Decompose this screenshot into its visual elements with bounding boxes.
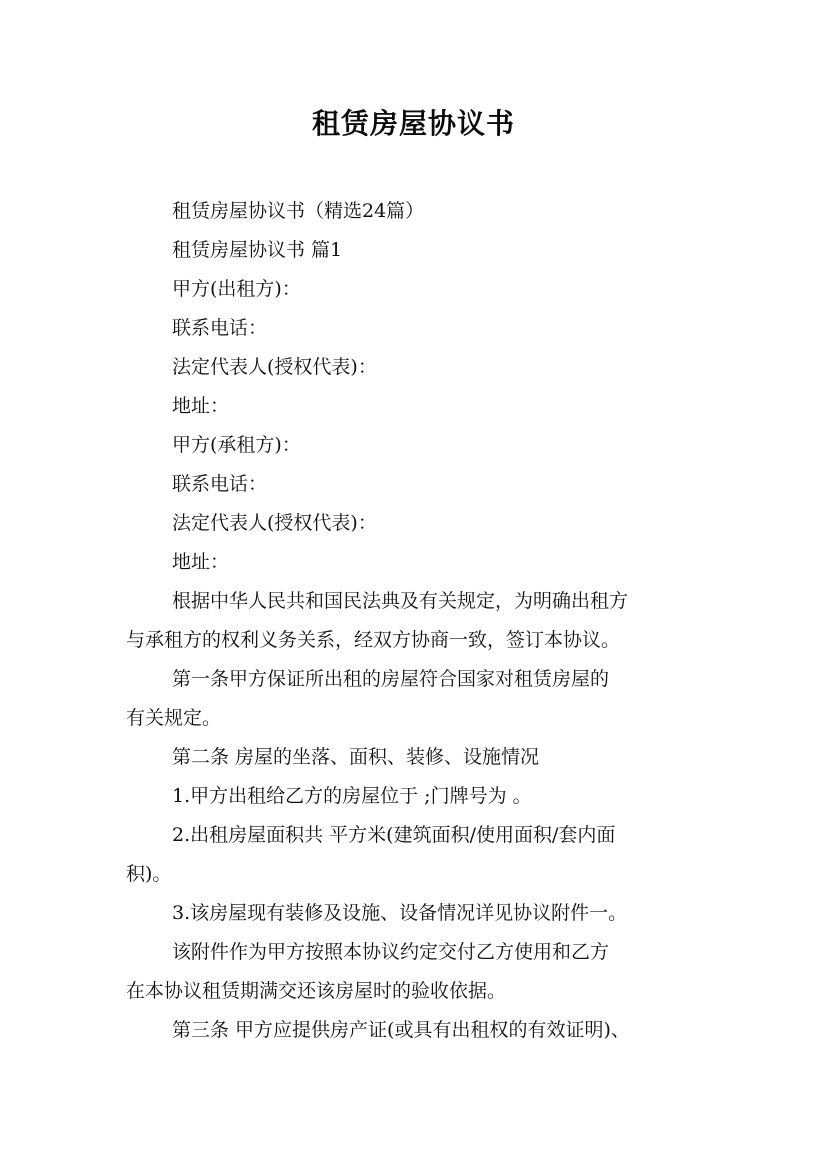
party-a-address-label: 地址： <box>172 395 230 417</box>
document-title: 租赁房屋协议书 <box>311 107 515 140</box>
paragraph-line: 该附件作为甲方按照本协议约定交付乙方使用和乙方 <box>172 941 610 963</box>
paragraph-line: 与承租方的权利义务关系，经双方协商一致，签订本协议。 <box>126 629 621 651</box>
subtitle-line: 租赁房屋协议书（精选24篇） <box>172 200 425 222</box>
party-a-lessor-label: 甲方(出租方)： <box>172 278 301 300</box>
party-lessee-representative-label: 法定代表人(授权代表)： <box>172 512 377 534</box>
party-a-phone-label: 联系电话： <box>172 317 268 339</box>
paragraph-line: 2.出租房屋面积共 平方米(建筑面积/使用面积/套内面 <box>172 824 616 846</box>
paragraph-line: 1.甲方出租给乙方的房屋位于 ;门牌号为 。 <box>172 785 532 807</box>
paragraph-line: 根据中华人民共和国民法典及有关规定，为明确出租方 <box>172 590 629 612</box>
section-heading: 租赁房屋协议书 篇1 <box>172 239 343 261</box>
party-lessee-address-label: 地址： <box>172 551 230 573</box>
article-heading: 第三条 甲方应提供房产证(或具有出租权的有效证明)、 <box>172 1019 630 1041</box>
paragraph-line: 在本协议租赁期满交还该房屋时的验收依据。 <box>126 980 507 1002</box>
paragraph-line: 3.该房屋现有装修及设施、设备情况详见协议附件一。 <box>172 902 628 924</box>
paragraph-line: 积)。 <box>126 863 172 885</box>
party-lessee-label: 甲方(承租方)： <box>172 434 301 456</box>
article-heading: 第二条 房屋的坐落、面积、装修、设施情况 <box>172 746 540 768</box>
party-a-representative-label: 法定代表人(授权代表)： <box>172 356 377 378</box>
party-lessee-phone-label: 联系电话： <box>172 473 268 495</box>
paragraph-line: 第一条甲方保证所出租的房屋符合国家对租赁房屋的 <box>172 668 610 690</box>
paragraph-line: 有关规定。 <box>126 707 222 729</box>
